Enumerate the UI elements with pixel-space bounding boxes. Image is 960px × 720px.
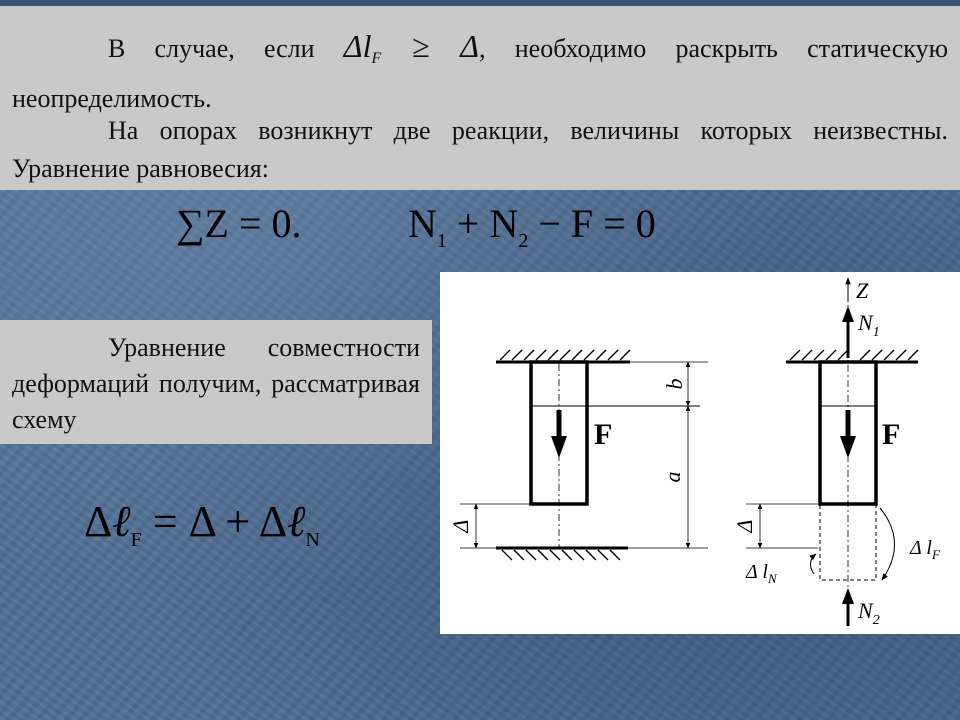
- para1-start: В случае, если: [108, 34, 315, 63]
- compatibility-text-panel: [0, 320, 432, 444]
- reaction-n1-label: $N_1$: [858, 310, 880, 340]
- axis-z-label: Z: [856, 278, 869, 303]
- equilibrium-forces-equation: $N_1 + N_2 - F = 0$: [408, 201, 656, 252]
- compatibility-equation: Δℓ$_F$ = Δ + Δℓ$_N$: [84, 496, 320, 551]
- right-scheme: [732, 278, 941, 628]
- paragraph-condition: [12, 26, 948, 119]
- top-text-panel: [0, 6, 960, 190]
- dimension-b-label: b: [662, 378, 687, 390]
- reaction-n2-label: $N_2$: [858, 598, 880, 628]
- gap-delta-label-right: Δ: [732, 519, 757, 533]
- left-scheme: [448, 350, 708, 560]
- dimension-a-label: a: [660, 471, 685, 483]
- top-support-hatch-left: [500, 350, 630, 360]
- scheme-diagram: [440, 272, 960, 634]
- scheme-svg: [440, 272, 960, 634]
- equilibrium-sum-equation: ∑Z = 0.: [176, 201, 302, 246]
- paragraph-reactions: На опорах возникнут две реакции, величины которых неизвестны. Уравнение равновесия:: [12, 116, 948, 183]
- top-support-hatch-right: [790, 350, 918, 360]
- bottom-support-hatch-left: [502, 550, 620, 560]
- elongation-reaction-label: Δ $l_N$: [746, 561, 777, 586]
- paragraph-compatibility: Уравнение совместности деформаций получим, рассматривая схему: [12, 333, 420, 434]
- gap-delta-label-left: Δ: [448, 519, 473, 533]
- elongation-force-label: Δ $l_F$: [910, 537, 940, 562]
- force-label-left: F: [594, 418, 613, 451]
- condition-formula: ΔlF ≥ Δ: [343, 28, 480, 67]
- force-label-right: F: [882, 418, 901, 451]
- para1-end: , необходимо раскрыть статическую неопределимость.: [12, 34, 948, 113]
